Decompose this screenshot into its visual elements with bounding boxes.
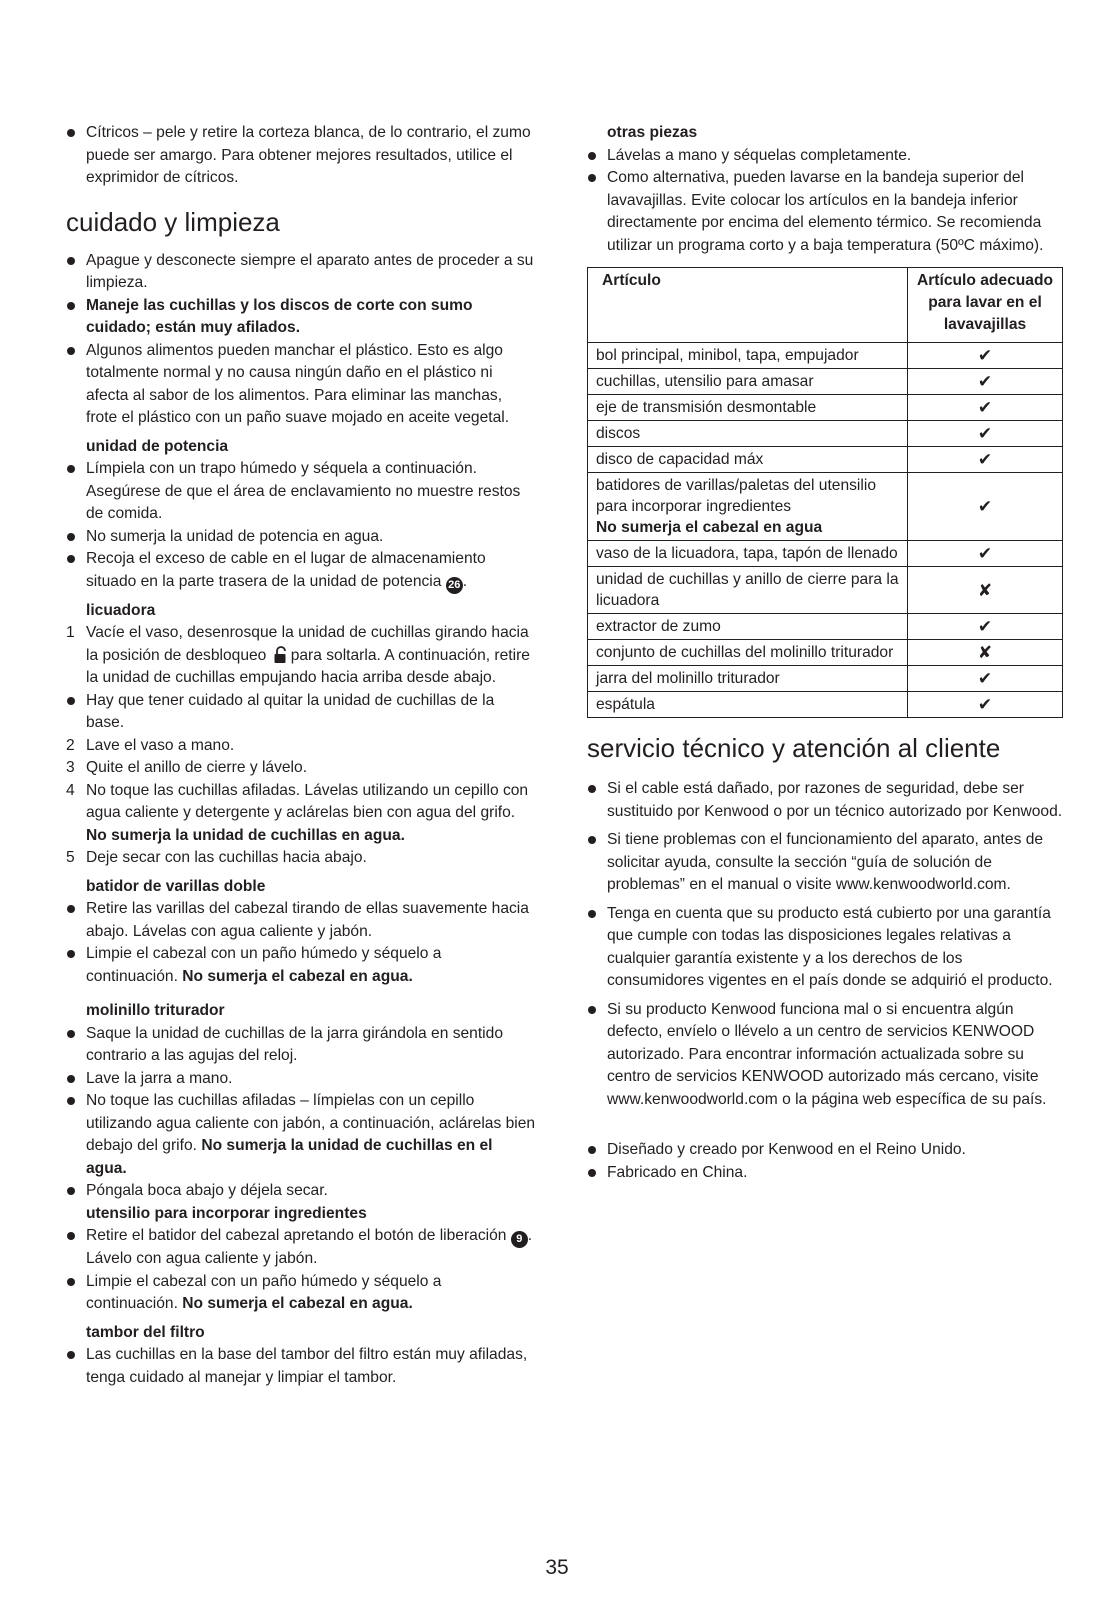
list-item: Si el cable está dañado, por razones de seguridad, debe ser sustituido por Kenwood o por un técnico autorizado por Kenwood. bbox=[607, 780, 1063, 820]
list-item: 3 Quite el anillo de cierre y lávelo. bbox=[66, 759, 308, 776]
list-item: Hay que tener cuidado al quitar la unidad de cuchillas de la base. bbox=[86, 691, 495, 731]
table-cell-item: conjunto de cuchillas del molinillo triturador bbox=[588, 640, 908, 666]
service-heading: servicio técnico y atención al cliente bbox=[587, 733, 1001, 763]
table-header-item: Artículo bbox=[588, 268, 908, 343]
table-cell-item: vaso de la licuadora, tapa, tapón de llenado bbox=[588, 541, 908, 567]
table-row bbox=[588, 541, 1063, 567]
list-item: Limpie el cabezal con un paño húmedo y séquelo a continuación. No sumerja el cabezal en agua. bbox=[86, 945, 442, 985]
table-cell-item: jarra del molinillo triturador bbox=[588, 666, 908, 692]
left-column bbox=[66, 122, 536, 1389]
list-item: 1 Vacíe el vaso, desenrosque la unidad de cuchillas girando hacia la posición de desbloqueo para soltarla. A continuación, retire la unidad de cuchillas empujando hacia arriba desde abajo. bbox=[66, 624, 530, 686]
list-item: Saque la unidad de cuchillas de la jarra girándola en sentido contrario a las agujas del reloj. bbox=[86, 1024, 503, 1064]
cross-icon: ✘ bbox=[908, 640, 1063, 666]
list-item: Como alternativa, pueden lavarse en la bandeja superior del lavavajillas. Evite colocar los artículos en la bandeja inferior directamente por encima del elemento térmico. Se recomienda utilizar un programa corto y a baja temperatura (50ºC máximo). bbox=[607, 169, 1044, 254]
table-row bbox=[588, 640, 1063, 666]
figure-ref-9: 9 bbox=[511, 1231, 528, 1248]
check-icon: ✔ bbox=[908, 447, 1063, 473]
table-row bbox=[588, 447, 1063, 473]
list-item: Maneje las cuchillas y los discos de corte con sumo cuidado; están muy afilados. bbox=[86, 296, 473, 336]
table-cell-item: espátula bbox=[588, 692, 908, 718]
other-parts-heading: otras piezas bbox=[607, 124, 698, 141]
table-cell-item: extractor de zumo bbox=[588, 614, 908, 640]
list-item: Tenga en cuenta que su producto está cubierto por una garantía que cumple con todas las disposiciones legales relativas a cualquier garantía existente y a los derechos de los consumidores vigentes en el país donde se adquirió el producto. bbox=[607, 904, 1053, 989]
table-cell-item: cuchillas, utensilio para amasar bbox=[588, 369, 908, 395]
check-icon: ✔ bbox=[908, 692, 1063, 718]
list-item: Limpie el cabezal con un paño húmedo y séquelo a continuación. No sumerja el cabezal en agua. bbox=[86, 1272, 442, 1312]
table-row bbox=[588, 343, 1063, 369]
check-icon: ✔ bbox=[908, 369, 1063, 395]
mill-heading: molinillo triturador bbox=[86, 1002, 225, 1019]
table-row bbox=[588, 692, 1063, 718]
check-icon: ✔ bbox=[908, 473, 1063, 541]
check-icon: ✔ bbox=[908, 343, 1063, 369]
table-cell-item: unidad de cuchillas y anillo de cierre para la licuadora bbox=[588, 567, 908, 614]
whisk-heading: batidor de varillas doble bbox=[86, 877, 266, 895]
filter-drum-heading: tambor del filtro bbox=[86, 1323, 205, 1341]
table-cell-item: bol principal, minibol, tapa, empujador bbox=[588, 343, 908, 369]
list-item: No toque las cuchillas afiladas – límpielas con un cepillo utilizando agua caliente con jabón, a continuación, aclárelas bien debajo del grifo. No sumerja la unidad de cuchillas en el agua. bbox=[86, 1092, 536, 1177]
check-icon: ✔ bbox=[908, 421, 1063, 447]
list-item: Diseñado y creado por Kenwood en el Reino Unido. bbox=[607, 1141, 966, 1158]
check-icon: ✔ bbox=[908, 395, 1063, 421]
list-item: 5 Deje secar con las cuchillas hacia abajo. bbox=[66, 849, 367, 866]
table-cell-item: discos bbox=[588, 421, 908, 447]
table-cell-item: eje de transmisión desmontable bbox=[588, 395, 908, 421]
cross-icon: ✘ bbox=[908, 567, 1063, 614]
list-item: Retire el batidor del cabezal apretando el botón de liberación 9 . Lávelo con agua caliente y jabón. bbox=[86, 1227, 533, 1267]
figure-ref-26: 26 bbox=[446, 577, 463, 594]
table-header-dishwasher: Artículo adecuado para lavar en el lavavajillas bbox=[908, 268, 1063, 343]
unlock-icon bbox=[273, 646, 289, 664]
table-row bbox=[588, 395, 1063, 421]
right-column bbox=[587, 122, 1063, 1184]
list-item: Algunos alimentos pueden manchar el plástico. Esto es algo totalmente normal y no causa ningún daño en el plástico ni afecta al sabor de los alimentos. Para eliminar las manchas, frote el plástico con un paño suave mojado en aceite vegetal. bbox=[86, 341, 510, 426]
care-heading: cuidado y limpieza bbox=[66, 206, 280, 237]
table-row bbox=[588, 567, 1063, 614]
dishwasher-table bbox=[587, 267, 1063, 718]
list-item: 2 Lave el vaso a mano. bbox=[66, 736, 235, 754]
list-item: 4 No toque las cuchillas afiladas. Lávelas utilizando un cepillo con agua caliente y detergente y aclárelas bien con agua del grifo. No sumerja la unidad de cuchillas en agua. bbox=[66, 781, 529, 844]
table-row bbox=[588, 666, 1063, 692]
list-item: Apague y desconecte siempre el aparato antes de proceder a su limpieza. bbox=[86, 251, 534, 291]
power-unit-heading: unidad de potencia bbox=[86, 437, 229, 455]
list-item: No sumerja la unidad de potencia en agua. bbox=[86, 527, 384, 545]
table-row bbox=[588, 614, 1063, 640]
table-row bbox=[588, 369, 1063, 395]
list-item: Retire las varillas del cabezal tirando de ellas suavemente hacia abajo. Lávelas con agua caliente y jabón. bbox=[86, 900, 529, 940]
list-item: Límpiela con un trapo húmedo y séquela a continuación. Asegúrese de que el área de enclavamiento no muestre restos de comida. bbox=[86, 460, 521, 522]
check-icon: ✔ bbox=[908, 666, 1063, 692]
list-item: Cítricos – pele y retire la corteza blanca, de lo contrario, el zumo puede ser amargo. Para obtener mejores resultados, utilice el exprimidor de cítricos. bbox=[86, 124, 531, 186]
page-number: 35 bbox=[545, 1556, 569, 1579]
check-icon: ✔ bbox=[908, 541, 1063, 567]
list-item: Lave la jarra a mano. bbox=[86, 1069, 233, 1087]
list-item: Lávelas a mano y séquelas completamente. bbox=[607, 146, 912, 164]
list-item: Recoja el exceso de cable en el lugar de almacenamiento situado en la parte trasera de la unidad de potencia 26 . bbox=[66, 548, 536, 594]
folding-tool-heading: utensilio para incorporar ingredientes bbox=[86, 1204, 367, 1222]
list-item: Fabricado en China. bbox=[607, 1163, 748, 1181]
check-icon: ✔ bbox=[908, 614, 1063, 640]
list-item: Si su producto Kenwood funciona mal o si encuentra algún defecto, envíelo o llévelo a un centro de servicios KENWOOD autorizado. Para encontrar información actualizada sobre su centro de servicios KENWOOD autorizado más cercano, visite www.kenwoodworld.com o la página web específica de su país. bbox=[607, 1000, 1047, 1108]
table-header-row bbox=[588, 268, 1063, 343]
list-item: Póngala boca abajo y déjela secar. bbox=[86, 1182, 328, 1199]
table-cell-item: disco de capacidad máx bbox=[588, 447, 908, 473]
blender-heading: licuadora bbox=[86, 601, 156, 619]
table-row bbox=[588, 421, 1063, 447]
table-cell-item: batidores de varillas/paletas del utensilio para incorporar ingredientes No sumerja el cabezal en agua bbox=[588, 473, 908, 541]
list-item: Las cuchillas en la base del tambor del filtro están muy afiladas, tenga cuidado al manejar y limpiar el tambor. bbox=[86, 1346, 528, 1386]
table-row bbox=[588, 473, 1063, 541]
list-item: Si tiene problemas con el funcionamiento del aparato, antes de solicitar ayuda, consulte la sección “guía de solución de problemas” en el manual o visite www.kenwoodworld.com. bbox=[607, 831, 1044, 893]
table-cell-note: No sumerja el cabezal en agua bbox=[596, 519, 823, 536]
